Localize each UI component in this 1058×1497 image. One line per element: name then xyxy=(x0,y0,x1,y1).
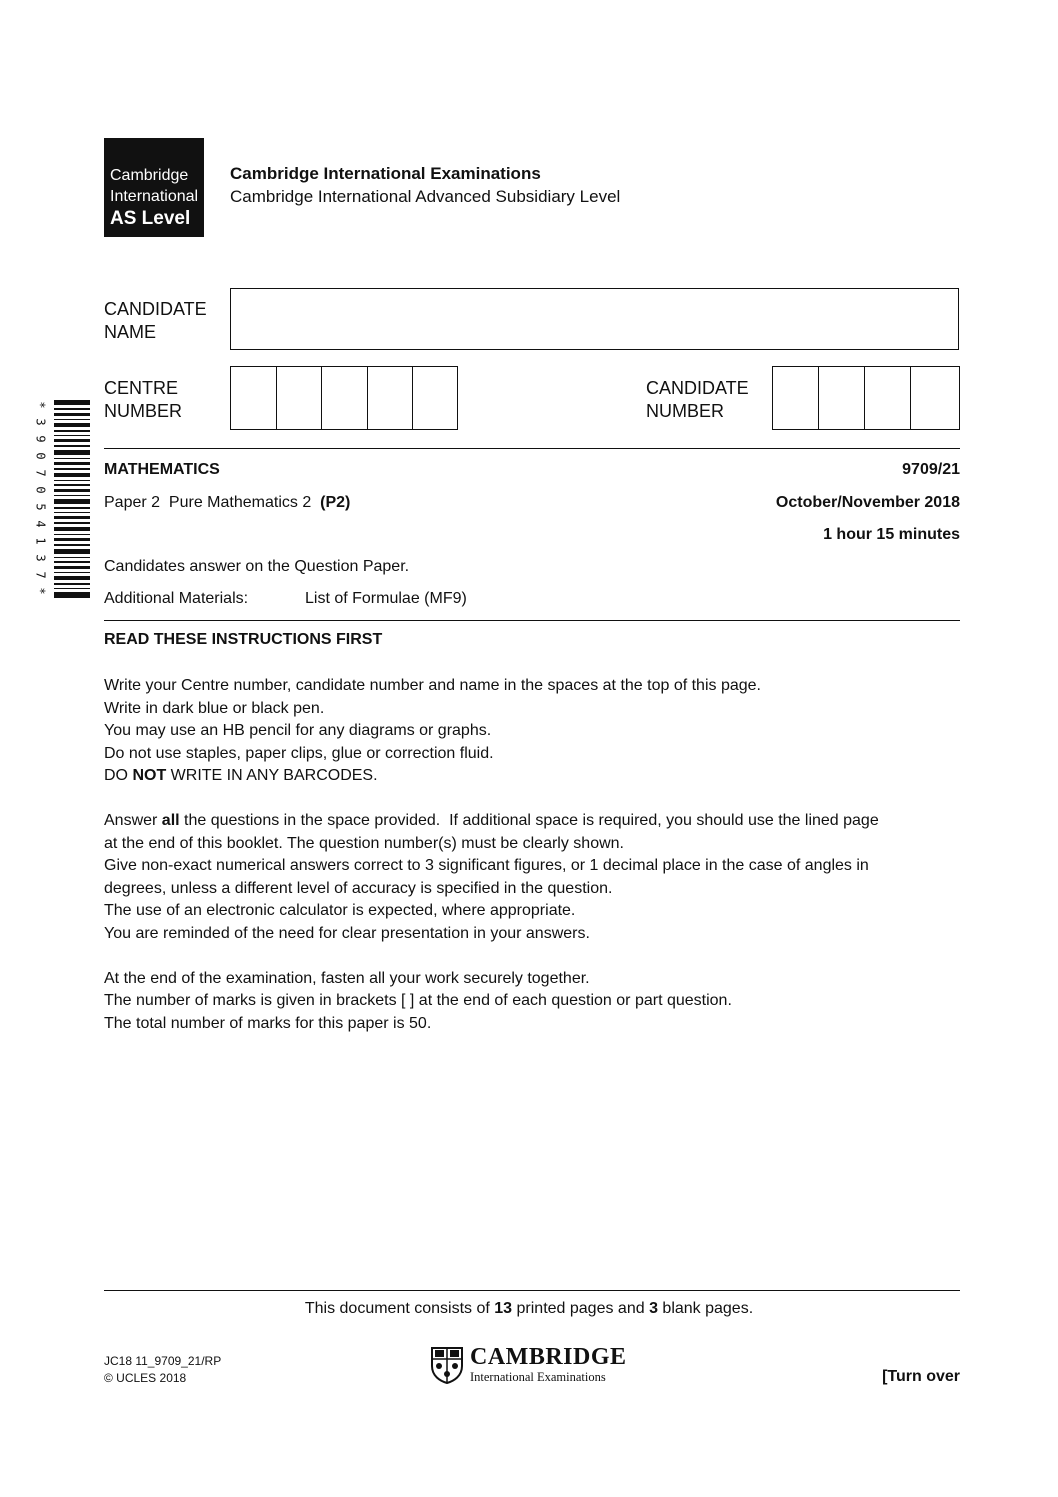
page-count-note: This document consists of 13 printed pages and 3 blank pages. xyxy=(304,1300,754,1317)
centre-digit-box[interactable] xyxy=(277,367,323,429)
barcode-digits xyxy=(34,398,50,598)
centre-digit-box[interactable] xyxy=(231,367,277,429)
candidate-name-field[interactable] xyxy=(230,288,959,350)
barcode-digit: 5 xyxy=(33,503,48,511)
instruction-line: DO NOT WRITE IN ANY BARCODES. xyxy=(104,767,378,785)
instruction-line: Write your Centre number, candidate number and name in the spaces at the top of this page. xyxy=(104,677,761,694)
candidate-digit-box[interactable] xyxy=(911,367,957,429)
copyright: © UCLES 2018 xyxy=(104,1371,187,1385)
centre-number-label: CENTRE NUMBER xyxy=(104,378,183,421)
centre-digit-box[interactable] xyxy=(368,367,414,429)
brand-subtitle: International Examinations xyxy=(470,1370,606,1384)
centre-digit-box[interactable] xyxy=(322,367,368,429)
barcode-digit: 7 xyxy=(33,571,48,579)
barcode-digit: 3 xyxy=(33,554,48,562)
logo-line-2: International xyxy=(110,188,199,205)
candidate-digit-box[interactable] xyxy=(819,367,865,429)
candidate-number-label: CANDIDATE NUMBER xyxy=(646,378,749,421)
exam-session: October/November 2018 xyxy=(775,494,960,511)
board-subtitle: Cambridge International Advanced Subsidiary Level xyxy=(230,187,621,206)
brand-name: CAMBRIDGE xyxy=(470,1344,627,1370)
side-barcode xyxy=(34,398,90,598)
paper-code: 9709/21 xyxy=(902,461,960,478)
instruction-line: You are reminded of the need for clear presentation in your answers. xyxy=(104,924,590,942)
footer-divider xyxy=(104,1290,960,1291)
materials-value: List of Formulae (MF9) xyxy=(305,590,467,607)
instruction-line: Answer all the questions in the space provided. If additional space is required, you should use the lined page xyxy=(104,811,879,829)
turn-over-note: [Turn over xyxy=(882,1368,960,1385)
paper-name: Paper 2 Pure Mathematics 2 (P2) xyxy=(104,494,351,511)
instructions-heading: READ THESE INSTRUCTIONS FIRST xyxy=(104,631,383,648)
divider xyxy=(104,448,960,449)
barcode-digit: 0 xyxy=(33,486,48,494)
instruction-line: The use of an electronic calculator is expected, where appropriate. xyxy=(104,902,576,920)
barcode-digit: 0 xyxy=(33,452,48,460)
logo-line-3: AS Level xyxy=(110,208,191,229)
candidate-name-label: CANDIDATE NAME xyxy=(104,299,207,342)
barcode-digit: 1 xyxy=(33,537,48,545)
materials-label: Additional Materials: xyxy=(104,590,249,607)
centre-digit-box[interactable] xyxy=(413,367,457,429)
instruction-line: At the end of the examination, fasten all your work securely together. xyxy=(104,969,590,987)
barcode-digit: * xyxy=(33,587,48,595)
instructions-body xyxy=(104,675,964,1035)
as-level-logo xyxy=(104,138,204,237)
instruction-line: degrees, unless a different level of accuracy is specified in the question. xyxy=(104,879,613,897)
instruction-line: Write in dark blue or black pen. xyxy=(104,699,325,717)
barcode-digit: 4 xyxy=(33,520,48,528)
divider xyxy=(104,620,960,621)
barcode-digit: 7 xyxy=(33,469,48,477)
instruction-line: The total number of marks for this paper is 50. xyxy=(104,1014,432,1032)
candidate-digit-box[interactable] xyxy=(865,367,911,429)
barcode-bars xyxy=(54,400,90,598)
candidate-number-field[interactable] xyxy=(772,366,960,430)
logo-line-1: Cambridge xyxy=(110,167,189,184)
instruction-line: at the end of this booklet. The question number(s) must be clearly shown. xyxy=(104,834,624,852)
barcode-digit: 9 xyxy=(33,435,48,443)
cambridge-brand xyxy=(430,1346,640,1386)
candidate-digit-box[interactable] xyxy=(773,367,819,429)
instruction-line: You may use an HB pencil for any diagrams or graphs. xyxy=(104,722,492,740)
board-title: Cambridge International Examinations xyxy=(230,164,541,183)
centre-number-field[interactable] xyxy=(230,366,458,430)
barcode-digit: * xyxy=(33,401,48,409)
paper-reference: JC18 11_9709_21/RP xyxy=(104,1354,222,1368)
answer-note: Candidates answer on the Question Paper. xyxy=(104,558,410,575)
exam-duration: 1 hour 15 minutes xyxy=(823,526,960,543)
subject-title: MATHEMATICS xyxy=(104,461,220,478)
instruction-line: Do not use staples, paper clips, glue or correction fluid. xyxy=(104,744,494,762)
barcode-digit: 3 xyxy=(33,418,48,426)
crest-icon xyxy=(430,1346,464,1384)
instruction-line: Give non-exact numerical answers correct to 3 significant figures, or 1 decimal place in the case of angles in xyxy=(104,857,869,875)
instruction-line: The number of marks is given in brackets [ ] at the end of each question or part question. xyxy=(104,992,732,1010)
